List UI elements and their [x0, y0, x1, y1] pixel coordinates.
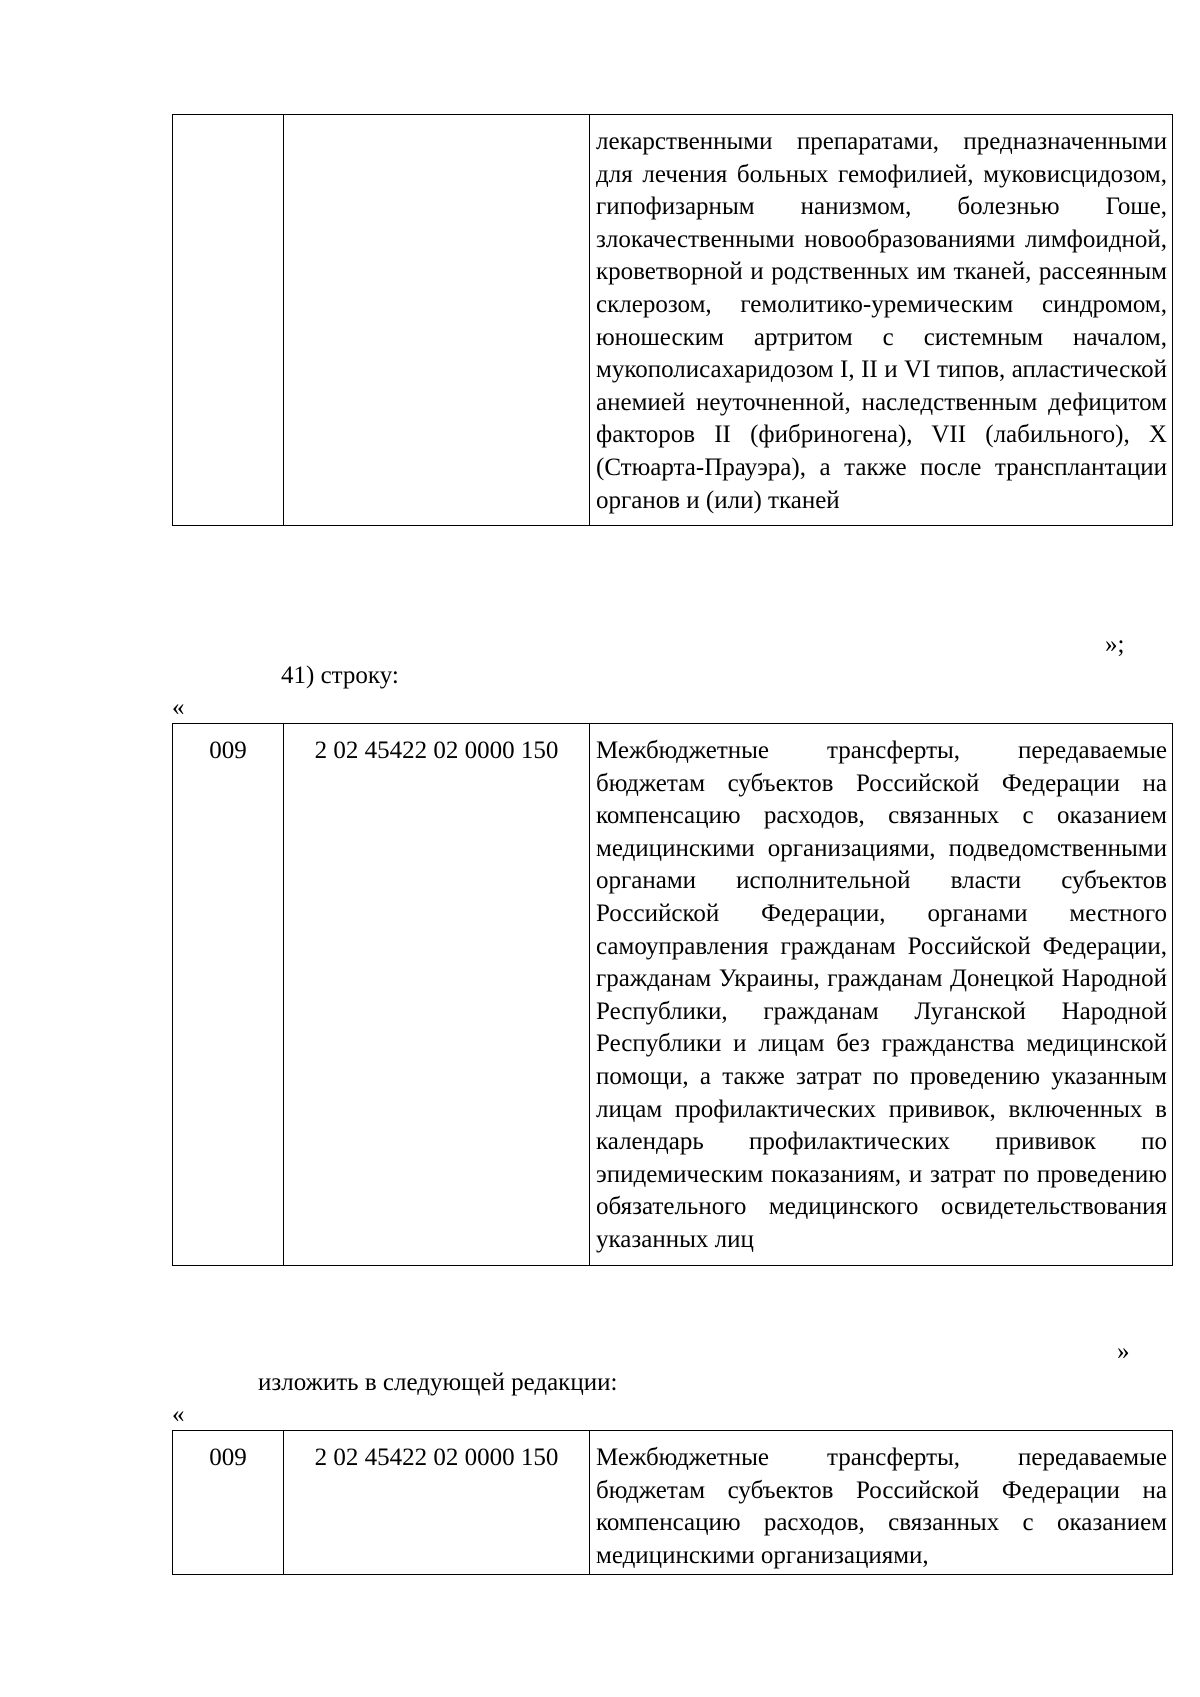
code-cell: 009: [173, 724, 284, 1266]
opening-quote: «: [172, 694, 185, 721]
description-cell: Межбюджетные трансферты, передаваемые бюджетам субъектов Российской Федерации на компенсацию расходов, связанных с оказанием медицинскими организациями,: [590, 1431, 1173, 1575]
table-row: [173, 115, 1173, 526]
description-cell: лекарственными препаратами, предназначенными для лечения больных гемофилией, муковисцидозом, гипофизарным нанизмом, болезнью Гоше, злокачественными новообразованиями лимфоидной, кроветворной и родственных им тканей, рассеянным склерозом, гемолитико-уремическим синдромом, юношеским артритом с системным началом, мукополисахаридозом I, II и VI типов, апластической анемией неуточненной, наследственным дефицитом факторов II (фибриногена), VII (лабильного), X (Стюарта-Прауэра), а также после трансплантации органов и (или) тканей: [590, 115, 1173, 526]
table-row: [173, 724, 1173, 1266]
continued-table: [172, 114, 1173, 526]
table-row: [173, 1431, 1173, 1575]
closing-quote: »: [1117, 1338, 1130, 1365]
kbk-cell: [284, 115, 590, 526]
new-row-table: [172, 1430, 1173, 1575]
item-41-heading: 41) строку:: [281, 662, 399, 689]
opening-quote: «: [172, 1401, 185, 1428]
code-cell: 009: [173, 1431, 284, 1575]
old-row-table: [172, 723, 1173, 1266]
kbk-cell: 2 02 45422 02 0000 150: [284, 1431, 590, 1575]
closing-quote: »;: [1105, 631, 1125, 658]
code-cell: [173, 115, 284, 526]
kbk-cell: 2 02 45422 02 0000 150: [284, 724, 590, 1266]
edit-instruction: изложить в следующей редакции:: [258, 1369, 618, 1396]
description-cell: Межбюджетные трансферты, передаваемые бюджетам субъектов Российской Федерации на компенсацию расходов, связанных с оказанием медицинскими организациями, подведомственными органами исполнительной власти субъектов Российской Федерации, органами местного самоуправления гражданам Российской Федерации, гражданам Украины, гражданам Донецкой Народной Республики, гражданам Луганской Народной Республики и лицам без гражданства медицинской помощи, а также затрат по проведению указанным лицам профилактических прививок, включенных в календарь профилактических прививок по эпидемическим показаниям, и затрат по проведению обязательного медицинского освидетельствования указанных лиц: [590, 724, 1173, 1266]
